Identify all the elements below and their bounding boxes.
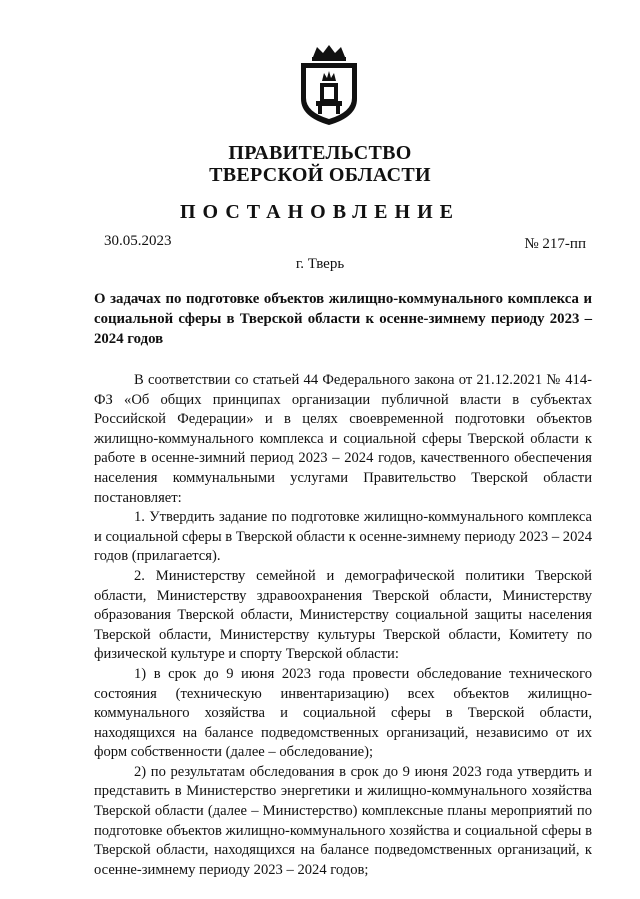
government-name-line2: ТВЕРСКОЙ ОБЛАСТИ: [209, 164, 431, 186]
subclause-2-paragraph: 2) по результатам обследования в срок до 9 июня 2023 года утвердить и представить в Министерство энергетики и жилищно-коммунального хозяйства Тверской области (далее – Министерство) комплексные планы мероприятий по подготовке объектов жилищно-коммунального хозяйства и социальной сферы в Тверской области, находящихся на балансе подведомственных организаций, к осенне-зимнему периоду 2023 – 2024 годов;: [94, 763, 592, 878]
clause-2-paragraph: 2. Министерству семейной и демографической политики Тверской области, Министерству здравоохранения Тверской области, Министерству образования Тверской области, Министерству социальной защиты населения Тверской области, Министерству культуры Тверской области, Комитету по физической культуре и спорту Тверской области:: [94, 567, 592, 663]
document-type-title: ПОСТАНОВЛЕНИЕ: [180, 201, 460, 223]
subclause-1-paragraph: 1) в срок до 9 июня 2023 года провести обследование технического состояния (техническую инвентаризацию) всех объектов жилищно-коммунального хозяйства и социальной сферы в Тверской области, находящихся на балансе подведомственных организаций, независимо от их форм собственности (далее – обследование);: [94, 665, 592, 761]
preamble-paragraph: В соответствии со статьей 44 Федерального закона от 21.12.2021 № 414-ФЗ «Об общих принципах организации публичной власти в субъектах Российской Федерации» и в целях своевременной подготовки объектов жилищно-коммунального комплекса и социальной сферы Тверской области к работе в осенне-зимний период 2023 – 2024 годов, качественного обеспечения населения коммунальными услугами Правительство Тверской области постановляет:: [94, 372, 592, 506]
document-date: 30.05.2023: [104, 233, 172, 249]
clause-1-paragraph: 1. Утвердить задание по подготовке жилищно-коммунального комплекса и социальной сферы в Тверской области к осенне-зимнему периоду 2023 – 2024 годов (прилагается).: [94, 509, 592, 565]
government-name-line1: ПРАВИТЕЛЬСТВО: [228, 142, 412, 164]
resolution-title: О задачах по подготовке объектов жилищно-коммунального комплекса и социальной сферы в Тверской области к осенне-зимнему периоду 2023 – 2024 годов: [94, 291, 592, 347]
coat-of-arms-emblem: [293, 43, 365, 127]
document-number: № 217-пп: [524, 236, 586, 252]
resolution-body: [94, 371, 592, 880]
document-city: г. Тверь: [295, 256, 345, 272]
